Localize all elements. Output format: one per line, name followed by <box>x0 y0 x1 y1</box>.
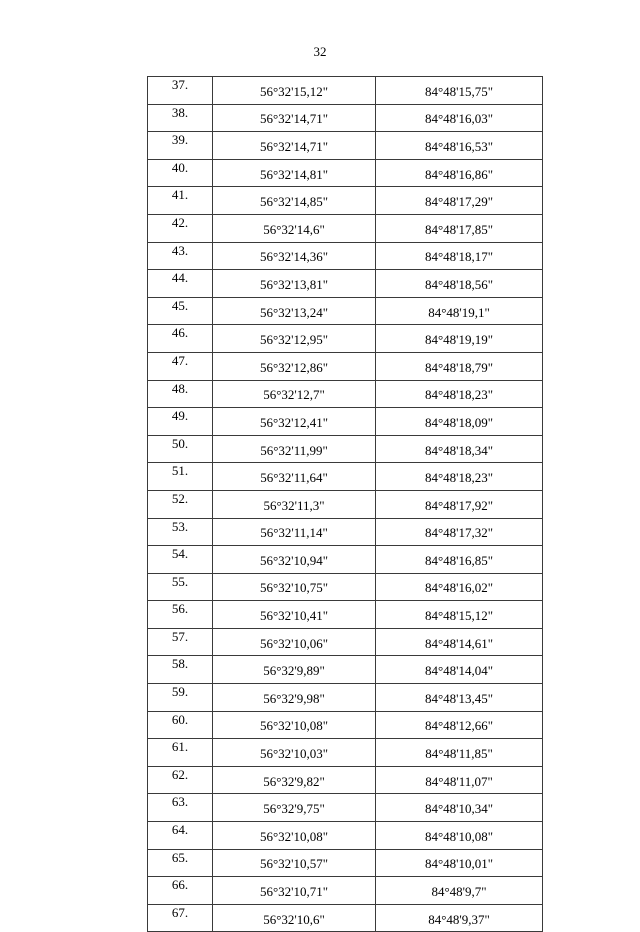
table-row <box>148 794 543 822</box>
point-number-cell: 53. <box>148 518 213 546</box>
latitude-cell: 56°32'14,85" <box>213 187 376 215</box>
table-row <box>148 297 543 325</box>
point-number-cell: 52. <box>148 490 213 518</box>
table-row <box>148 463 543 491</box>
longitude-cell: 84°48'18,17" <box>376 242 543 270</box>
longitude-cell: 84°48'12,66" <box>376 711 543 739</box>
table-row <box>148 325 543 353</box>
latitude-cell: 56°32'14,6" <box>213 214 376 242</box>
point-number-cell: 62. <box>148 766 213 794</box>
longitude-cell: 84°48'17,32" <box>376 518 543 546</box>
longitude-cell: 84°48'14,04" <box>376 656 543 684</box>
table-row <box>148 132 543 160</box>
latitude-cell: 56°32'10,03" <box>213 739 376 767</box>
table-row <box>148 242 543 270</box>
latitude-cell: 56°32'10,57" <box>213 849 376 877</box>
table-row <box>148 77 543 105</box>
table-row <box>148 435 543 463</box>
longitude-cell: 84°48'11,85" <box>376 739 543 767</box>
point-number-cell: 58. <box>148 656 213 684</box>
latitude-cell: 56°32'11,99" <box>213 435 376 463</box>
table-row <box>148 684 543 712</box>
table-row <box>148 601 543 629</box>
point-number-cell: 54. <box>148 546 213 574</box>
latitude-cell: 56°32'14,81" <box>213 159 376 187</box>
longitude-cell: 84°48'19,19" <box>376 325 543 353</box>
point-number-cell: 43. <box>148 242 213 270</box>
longitude-cell: 84°48'13,45" <box>376 684 543 712</box>
latitude-cell: 56°32'12,41" <box>213 408 376 436</box>
point-number-cell: 45. <box>148 297 213 325</box>
point-number-cell: 41. <box>148 187 213 215</box>
longitude-cell: 84°48'15,12" <box>376 601 543 629</box>
point-number-cell: 65. <box>148 849 213 877</box>
longitude-cell: 84°48'19,1" <box>376 297 543 325</box>
longitude-cell: 84°48'18,34" <box>376 435 543 463</box>
longitude-cell: 84°48'18,56" <box>376 270 543 298</box>
table-row <box>148 159 543 187</box>
longitude-cell: 84°48'17,29" <box>376 187 543 215</box>
latitude-cell: 56°32'12,86" <box>213 352 376 380</box>
table-row <box>148 877 543 905</box>
point-number-cell: 60. <box>148 711 213 739</box>
table-row <box>148 656 543 684</box>
latitude-cell: 56°32'10,6" <box>213 904 376 932</box>
longitude-cell: 84°48'16,85" <box>376 546 543 574</box>
table-row <box>148 408 543 436</box>
latitude-cell: 56°32'14,36" <box>213 242 376 270</box>
longitude-cell: 84°48'9,7" <box>376 877 543 905</box>
point-number-cell: 47. <box>148 352 213 380</box>
longitude-cell: 84°48'18,23" <box>376 380 543 408</box>
latitude-cell: 56°32'9,82" <box>213 766 376 794</box>
point-number-cell: 57. <box>148 628 213 656</box>
longitude-cell: 84°48'11,07" <box>376 766 543 794</box>
point-number-cell: 40. <box>148 159 213 187</box>
table-row <box>148 352 543 380</box>
longitude-cell: 84°48'10,01" <box>376 849 543 877</box>
latitude-cell: 56°32'12,95" <box>213 325 376 353</box>
point-number-cell: 49. <box>148 408 213 436</box>
point-number-cell: 51. <box>148 463 213 491</box>
latitude-cell: 56°32'12,7" <box>213 380 376 408</box>
latitude-cell: 56°32'14,71" <box>213 132 376 160</box>
coordinates-table-body <box>148 77 543 932</box>
table-row <box>148 573 543 601</box>
longitude-cell: 84°48'18,23" <box>376 463 543 491</box>
point-number-cell: 42. <box>148 214 213 242</box>
point-number-cell: 61. <box>148 739 213 767</box>
longitude-cell: 84°48'17,85" <box>376 214 543 242</box>
point-number-cell: 46. <box>148 325 213 353</box>
latitude-cell: 56°32'10,06" <box>213 628 376 656</box>
table-row <box>148 739 543 767</box>
table-row <box>148 104 543 132</box>
longitude-cell: 84°48'14,61" <box>376 628 543 656</box>
latitude-cell: 56°32'9,98" <box>213 684 376 712</box>
table-row <box>148 214 543 242</box>
point-number-cell: 44. <box>148 270 213 298</box>
latitude-cell: 56°32'10,75" <box>213 573 376 601</box>
point-number-cell: 67. <box>148 904 213 932</box>
table-row <box>148 380 543 408</box>
longitude-cell: 84°48'15,75" <box>376 77 543 105</box>
longitude-cell: 84°48'18,09" <box>376 408 543 436</box>
longitude-cell: 84°48'9,37" <box>376 904 543 932</box>
point-number-cell: 66. <box>148 877 213 905</box>
table-row <box>148 628 543 656</box>
latitude-cell: 56°32'11,64" <box>213 463 376 491</box>
coordinates-table <box>147 76 543 932</box>
table-row <box>148 822 543 850</box>
point-number-cell: 38. <box>148 104 213 132</box>
page-number: 32 <box>313 44 327 59</box>
longitude-cell: 84°48'18,79" <box>376 352 543 380</box>
longitude-cell: 84°48'16,53" <box>376 132 543 160</box>
latitude-cell: 56°32'11,14" <box>213 518 376 546</box>
longitude-cell: 84°48'16,02" <box>376 573 543 601</box>
latitude-cell: 56°32'10,08" <box>213 711 376 739</box>
point-number-cell: 39. <box>148 132 213 160</box>
latitude-cell: 56°32'9,75" <box>213 794 376 822</box>
longitude-cell: 84°48'10,08" <box>376 822 543 850</box>
latitude-cell: 56°32'15,12" <box>213 77 376 105</box>
point-number-cell: 48. <box>148 380 213 408</box>
longitude-cell: 84°48'16,03" <box>376 104 543 132</box>
table-row <box>148 490 543 518</box>
table-row <box>148 270 543 298</box>
point-number-cell: 55. <box>148 573 213 601</box>
table-row <box>148 187 543 215</box>
latitude-cell: 56°32'10,94" <box>213 546 376 574</box>
latitude-cell: 56°32'9,89" <box>213 656 376 684</box>
latitude-cell: 56°32'11,3" <box>213 490 376 518</box>
point-number-cell: 64. <box>148 822 213 850</box>
table-row <box>148 904 543 932</box>
table-row <box>148 766 543 794</box>
longitude-cell: 84°48'17,92" <box>376 490 543 518</box>
point-number-cell: 59. <box>148 684 213 712</box>
table-row <box>148 546 543 574</box>
point-number-cell: 37. <box>148 77 213 105</box>
longitude-cell: 84°48'16,86" <box>376 159 543 187</box>
table-row <box>148 849 543 877</box>
table-row <box>148 518 543 546</box>
latitude-cell: 56°32'13,24" <box>213 297 376 325</box>
latitude-cell: 56°32'10,41" <box>213 601 376 629</box>
longitude-cell: 84°48'10,34" <box>376 794 543 822</box>
latitude-cell: 56°32'10,71" <box>213 877 376 905</box>
table-row <box>148 711 543 739</box>
point-number-cell: 50. <box>148 435 213 463</box>
point-number-cell: 56. <box>148 601 213 629</box>
latitude-cell: 56°32'13,81" <box>213 270 376 298</box>
latitude-cell: 56°32'14,71" <box>213 104 376 132</box>
point-number-cell: 63. <box>148 794 213 822</box>
latitude-cell: 56°32'10,08" <box>213 822 376 850</box>
